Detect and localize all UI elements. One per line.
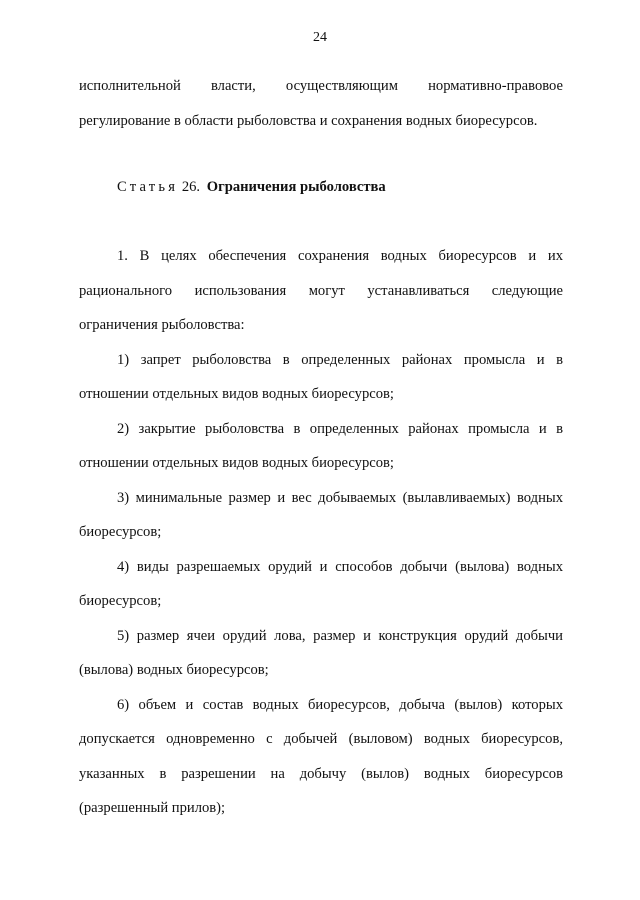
paragraph-1: 1. В целях обеспечения сохранения водных биоресурсов и их рационального использования могут устанавливаться следующие ограничения рыболовства:	[79, 248, 563, 333]
article-number: 26.	[181, 179, 201, 195]
list-item-2: 2) закрытие рыболовства в определенных районах промысла и в отношении отдельных видов водных биоресурсов;	[79, 420, 563, 471]
list-item-5: 5) размер ячеи орудий лова, размер и конструкция орудий добычи (вылова) водных биоресурсов;	[79, 627, 563, 678]
article-title: Ограничения рыболовства	[206, 179, 386, 195]
list-item-4: 4) виды разрешаемых орудий и способов добычи (вылова) водных биоресурсов;	[79, 558, 563, 609]
continuation-paragraph: исполнительной власти, осуществляющим нормативно-правовое регулирование в области рыболовства и сохранения водных биоресурсов.	[79, 78, 563, 129]
article-label: Статья	[117, 179, 179, 195]
list-item-6: 6) объем и состав водных биоресурсов, добыча (вылов) которых допускается одновременно с добычей (выловом) водных биоресурсов, указанных в разрешении на добычу (вылов) водных биоресурсов (разрешенный прилов);	[79, 696, 563, 816]
page-number: 24	[313, 30, 327, 45]
continuation-block	[79, 69, 563, 138]
article-body	[79, 239, 563, 826]
list-item-3: 3) минимальные размер и вес добываемых (вылавливаемых) водных биоресурсов;	[79, 489, 563, 540]
article-heading	[117, 170, 386, 204]
list-item-1: 1) запрет рыболовства в определенных районах промысла и в отношении отдельных видов водных биоресурсов;	[79, 351, 563, 402]
